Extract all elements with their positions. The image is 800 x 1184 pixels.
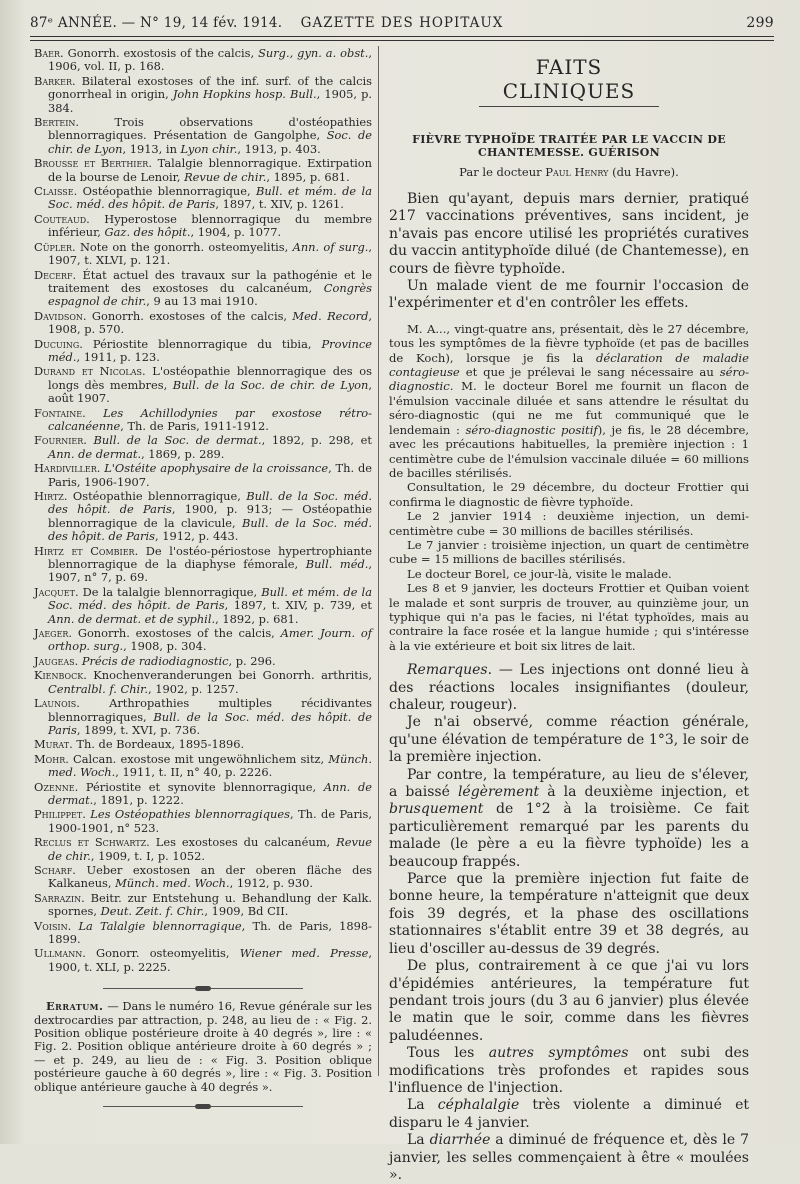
- author-name: Voisin.: [34, 918, 72, 933]
- journal-title: GAZETTE DES HOPITAUX: [300, 15, 504, 31]
- article-paragraph: [389, 714, 749, 766]
- text-run: , Th. de Paris, 1906-1907.: [48, 461, 373, 489]
- reference-entry: [34, 836, 372, 863]
- text-run: Bien qu'ayant, depuis mars dernier, pratiqué 217 vaccinations préventives, sans incident, je n'avais pas encore utilisé les propriétés curatives du vaccin antityphoïde dilué (de Chantemesse), en cours de fièvre typhoïde.: [389, 191, 749, 277]
- byline-author: Paul Henry: [545, 165, 609, 179]
- text-run: , 1900, t. XLI, p. 2225.: [48, 946, 372, 974]
- clinical-facts-column: [389, 55, 749, 1184]
- italic-text: La Talalgie blennorragique: [78, 918, 242, 933]
- author-name: Hirtz et Combier.: [34, 543, 139, 558]
- text-run: [87, 433, 94, 447]
- text-run: Beitr. zur Entstehung u. Behandlung der Kalk. spornes,: [48, 890, 372, 919]
- text-run: , 1907, t. XLVI, p. 121.: [48, 239, 372, 268]
- reference-entry: [34, 753, 372, 780]
- text-run: ont subi des modifications très profondes et rapides sous l'influence de l'injection.: [389, 1045, 750, 1096]
- reference-entry: [34, 75, 372, 115]
- erratum-text: — Dans le numéro 16, Revue générale sur les dextrocardies par attraction, p. 248, au lieu de : « Fig. 2. Position oblique postérieure droite à 40 degrés », lire : « Fig. 2. Position oblique antérieure droite à 60 degrés » ; — et p. 249, au lieu de : « Fig. 3. Position oblique postérieure gauche à 60 degrés », lire : « Fig. 3. Position oblique antérieure gauche à 40 degrés ».: [34, 999, 372, 1094]
- article-paragraph: [389, 509, 749, 538]
- reference-entry: [34, 808, 372, 835]
- text-run: très violente a diminué et disparu le 4 janvier.: [389, 1097, 749, 1131]
- text-run: , 1908, p. 304.: [123, 639, 207, 654]
- text-run: Ueber exostosen an der oberen fläche des Kalkaneus,: [48, 862, 372, 891]
- text-run: La: [407, 1132, 430, 1149]
- text-run: a diminué de fréquence et, dès le 7 janvier, les selles commençaient à être « moulées ».: [389, 1132, 750, 1183]
- italic-text: Wiener med. Presse: [239, 946, 369, 961]
- text-run: M. A..., vingt-quatre ans, présentait, dès le 27 décembre, tous les symptômes de la fièvre typhoïde (et pas de bacilles de Koch), lorsque je fis la: [389, 321, 749, 365]
- column-divider: [378, 46, 379, 1076]
- reference-entry: [34, 116, 372, 156]
- text-run: [86, 406, 103, 420]
- text-run: Gonorrh. exostosis of the calcis,: [63, 46, 259, 60]
- text-run: Je n'ai observé, comme réaction générale, qu'une élévation de température de 1°3, le soir de la première injection.: [389, 714, 749, 766]
- text-run: Th. de Bordeaux, 1895-1896.: [72, 737, 245, 752]
- reference-entry: [34, 655, 372, 668]
- reference-list: [34, 47, 372, 974]
- text-run: , 1891, p. 1222.: [93, 792, 184, 807]
- italic-text: Revue de chir.: [184, 169, 267, 184]
- text-run: Périostite et synovite blennorragique,: [78, 779, 324, 794]
- paragraph-gap: [389, 653, 749, 662]
- text-run: à la deuxième injection, et: [539, 784, 750, 801]
- article-paragraph: [389, 1097, 749, 1132]
- reference-entry: [34, 864, 372, 891]
- text-run: , 1908, p. 570.: [48, 308, 372, 337]
- reference-entry: [34, 185, 372, 212]
- text-run: Périostite blennorragique du tibia,: [82, 336, 322, 351]
- italic-text: Précis de radiodiagnostic: [81, 653, 229, 668]
- page-number: 299: [746, 15, 774, 31]
- byline-prefix: Par le docteur: [459, 165, 546, 179]
- italic-text: Bull. méd.: [305, 557, 369, 572]
- italic-text: Ann. de dermat.: [48, 779, 372, 807]
- reference-entry: [34, 738, 372, 751]
- author-name: Brousse et Berthier.: [34, 156, 152, 171]
- italic-text: Gaz. des hôpit.: [104, 225, 191, 240]
- text-run: , 1913, in: [122, 141, 181, 156]
- author-name: Decerf.: [34, 267, 77, 282]
- text-run: , 1912, p. 930.: [229, 876, 314, 891]
- italic-text: Münch. med. Woch.: [48, 751, 372, 780]
- byline-suffix: (du Havre).: [608, 165, 679, 179]
- text-run: Ostéopathie blennorragique,: [77, 184, 257, 199]
- italic-text: Bull. de la Soc. méd. des hôpit. de Paris: [48, 515, 372, 544]
- text-run: , Th. de Paris, 1900-1901, n° 523.: [48, 807, 373, 835]
- italic-text: Province méd.: [48, 336, 372, 364]
- text-run: La: [407, 1097, 438, 1114]
- article-paragraph: [389, 1132, 749, 1184]
- text-run: ), je fis, le 28 décembre, avec les précautions habituelles, la première injection : 1 centimètre cube de l'émulsion vaccinale diluée = 60 millions de bacilles stérilisés.: [389, 422, 750, 480]
- text-run: de 1°2 à la troisième. Ce fait particulièrement remarqué par les parents du malade (le père a eu la fièvre typhoïde) les a beaucoup frappés.: [389, 801, 749, 870]
- author-name: Scharf.: [34, 862, 76, 877]
- issue-info: 87ᵉ ANNÉE. — N° 19, 14 fév. 1914.: [30, 15, 283, 31]
- article-paragraph: [389, 538, 749, 567]
- text-run: De l'ostéo-périostose hypertrophiante blennorragique de la diaphyse fémorale,: [48, 543, 373, 572]
- text-run: , 1892, p. 681.: [215, 611, 299, 626]
- author-name: Davidson.: [34, 308, 87, 323]
- text-run: Tous les: [407, 1045, 489, 1062]
- author-name: Hirtz.: [34, 489, 68, 503]
- text-run: Calcan. exostose mit ungewöhnlichem sitz,: [68, 751, 329, 766]
- text-run: , p. 296.: [228, 653, 276, 668]
- author-name: Jacquet.: [34, 584, 79, 599]
- text-run: , 1869, p. 289.: [141, 446, 225, 461]
- text-run: Par contre, la température, au lieu de s'élever, a baissé: [389, 766, 749, 801]
- text-run: , 1909, Bd CII.: [204, 904, 289, 919]
- page-header: [30, 13, 774, 37]
- italic-text: Bull. et mém. de la Soc. méd. des hôpit. de Paris: [48, 584, 372, 613]
- author-name: Fournier.: [34, 433, 87, 448]
- text-run: , Th. de Paris, 1898-1899.: [48, 918, 373, 946]
- italic-text: Bull. de la Soc. méd. des hôpit. de Paris: [48, 709, 373, 737]
- text-run: Parce que la première injection fut faite de bonne heure, la température n'atteignit que deux fois 39 degrés, et la phase des oscillations stationnaires s'établit entre 39 et 38 degrés, au lieu d'osciller au-dessus de 39 degrés.: [389, 871, 749, 957]
- reference-entry: [34, 462, 372, 489]
- text-run: et que je prélevai le sang nécessaire au: [459, 365, 720, 380]
- article-body: [389, 191, 749, 1184]
- reference-entry: [34, 269, 372, 309]
- italic-text: Centralbl. f. Chir.: [48, 681, 148, 696]
- italic-text: Lyon chir.: [180, 141, 238, 156]
- text-run: Les exostoses du calcanéum,: [149, 835, 337, 850]
- author-name: Ozenne.: [34, 779, 79, 794]
- article-paragraph: [389, 662, 749, 714]
- reference-entry: [34, 697, 372, 737]
- text-run: Consultation, le 29 décembre, du docteur Frottier qui confirma le diagnostic de fièvre typhoïde.: [389, 480, 749, 509]
- italic-text: Les Ostéopathies blennorragiques: [90, 807, 290, 822]
- reference-entry: [34, 490, 372, 544]
- italic-text: autres symptômes: [488, 1045, 629, 1062]
- italic-text: Congrès espagnol de chir.: [48, 280, 372, 309]
- italic-text: Bull. de la Soc. de dermat.: [93, 433, 262, 448]
- text-run: , 1902, p. 1257.: [147, 681, 239, 696]
- text-run: Note on the gonorrh. osteomyelitis,: [75, 239, 293, 254]
- author-name: Mohr.: [34, 751, 69, 766]
- author-name: Jaeger.: [34, 626, 73, 641]
- text-run: , 1911, t. II, n° 40, p. 2226.: [115, 765, 273, 780]
- reference-entry: [34, 892, 372, 919]
- article-paragraph: [389, 567, 749, 581]
- article-paragraph: [389, 191, 749, 278]
- italic-text: Amer. Journ. of orthop. surg.: [48, 626, 372, 654]
- text-run: , 1899, t. XVI, p. 736.: [76, 722, 201, 737]
- italic-text: Les Achillodynies par exostose rétro-calcanéenne: [48, 405, 372, 433]
- text-run: Gonorrh. exostoses of the calcis,: [72, 626, 281, 641]
- italic-text: séro-diagnostic: [389, 365, 749, 394]
- author-name: Cüpler.: [34, 239, 76, 254]
- text-run: , 1904, p. 1077.: [190, 225, 282, 240]
- italic-text: céphalalgie: [437, 1097, 520, 1114]
- reference-entry: [34, 947, 372, 974]
- bibliography-column: [34, 47, 372, 1118]
- italic-text: Revue de chir.: [48, 835, 373, 863]
- text-run: Le 7 janvier : troisième injection, un quart de centimètre cube = 15 millions de bacilles stérilisés.: [389, 537, 749, 567]
- italic-text: Münch. med. Woch.: [115, 876, 230, 891]
- author-name: Philippet.: [34, 807, 86, 822]
- italic-text: Remarques: [407, 662, 488, 679]
- header-rule: [30, 36, 774, 37]
- reference-entry: [34, 365, 372, 405]
- erratum-notice: [34, 1000, 372, 1094]
- text-run: Arthropathies multiples récidivantes blennorragiques,: [48, 696, 372, 724]
- author-name: Ullmann.: [34, 946, 86, 961]
- reference-entry: [34, 434, 372, 461]
- reference-entry: [34, 338, 372, 365]
- reference-entry: [34, 47, 372, 74]
- italic-text: Bull. de la Soc. méd. des hôpit. de Paris: [48, 489, 372, 517]
- text-run: , 1897, t. XIV, p. 1261.: [215, 197, 344, 212]
- reference-entry: [34, 586, 372, 626]
- italic-text: Soc. de chir. de Lyon: [48, 128, 372, 156]
- text-run: , 1892, p. 298, et: [261, 433, 372, 448]
- author-name: Durand et Nicolas.: [34, 364, 146, 379]
- italic-text: Ann. of surg.: [292, 239, 369, 254]
- italic-text: Ann. de dermat. et de syphil.: [48, 611, 216, 626]
- text-run: Le docteur Borel, ce jour-là, visite le malade.: [407, 566, 672, 581]
- reference-entry: [34, 310, 372, 337]
- article-paragraph: [389, 767, 749, 871]
- author-name: Fontaine.: [34, 405, 86, 420]
- text-run: Talalgie blennorragique. Extirpation de la bourse de Lenoir,: [48, 156, 372, 184]
- text-run: L'ostéopathie blennorragique des os longs dès membres,: [48, 364, 372, 392]
- author-name: Kienbock.: [34, 668, 87, 683]
- reference-entry: [34, 241, 372, 268]
- section-separator-end: [103, 1106, 303, 1108]
- text-run: , 1909, t. I, p. 1052.: [90, 848, 206, 863]
- italic-text: diarrhée: [429, 1132, 491, 1149]
- author-name: Sarrazin.: [34, 890, 85, 905]
- header-rule-thin: [30, 40, 774, 41]
- reference-entry: [34, 627, 372, 654]
- text-run: , 1913, p. 403.: [237, 141, 321, 156]
- italic-text: Deut. Zeit. f. Chir.: [100, 904, 205, 919]
- text-run: De plus, contrairement à ce que j'ai vu lors d'épidémies antérieures, la température fut pendant trois jours (du 3 au 6 janvier) plus élevée le matin que le soir, comme dans les fièvres paludéennes.: [389, 958, 749, 1044]
- italic-text: déclaration de maladie contagieuse: [389, 350, 749, 380]
- author-name: Launois.: [34, 696, 80, 711]
- article-paragraph: [389, 322, 749, 480]
- author-name: Barker.: [34, 73, 76, 88]
- text-run: , 1905, p. 384.: [48, 87, 372, 115]
- author-name: Couteaud.: [34, 211, 90, 226]
- italic-text: Ann. de dermat.: [48, 446, 142, 461]
- text-run: , 1907, n° 7, p. 69.: [48, 557, 372, 585]
- text-run: Gonorr. osteomyelitis,: [85, 946, 240, 961]
- article-paragraph: [389, 480, 749, 509]
- article-byline: [389, 165, 749, 179]
- italic-text: L'Ostéite apophysaire de la croissance: [104, 461, 329, 476]
- text-run: Un malade vient de me fournir l'occasion de l'expérimenter et d'en contrôler les effets.: [389, 278, 749, 312]
- reference-entry: [34, 920, 372, 947]
- italic-text: Bull. et mém. de la Soc. méd. des hôpit. de Paris: [48, 184, 372, 212]
- italic-text: brusquement: [389, 801, 484, 818]
- text-run: , 9 au 13 mai 1910.: [146, 294, 258, 309]
- author-name: Murat.: [34, 737, 73, 752]
- text-run: , août 1907.: [48, 377, 372, 406]
- article-paragraph: [389, 1045, 749, 1097]
- reference-entry: [34, 407, 372, 434]
- text-run: Bilateral exostoses of the inf. surf. of the calcis gonorrheal in origin,: [48, 73, 372, 102]
- reference-entry: [34, 545, 372, 585]
- text-run: De la talalgie blennorragique,: [78, 584, 262, 599]
- text-run: . M. le docteur Borel me fournit un flacon de l'émulsion vaccinale diluée et sans attendre le résultat du séro-diagnostic (qui ne me fut communiqué que le lendemain :: [389, 379, 749, 437]
- italic-text: Surg., gyn. a. obst.: [258, 46, 369, 60]
- text-run: . — Les injections ont donné lieu à des réactions locales insignifiantes (douleur, chaleur, rougeur).: [389, 662, 749, 713]
- article-paragraph: [389, 581, 749, 653]
- text-run: , 1900, p. 913; — Ostéopathie blennorragique de la clavicule,: [48, 502, 372, 530]
- article-paragraph: [389, 278, 749, 313]
- text-run: Trois observations d'ostéopathies blennorragiques. Présentation de Gangolphe,: [48, 115, 372, 143]
- text-run: Hyperostose blennorragique du membre inférieur,: [48, 211, 372, 240]
- article-paragraph: [389, 871, 749, 958]
- erratum-label: Erratum.: [46, 999, 104, 1014]
- author-name: Bertein.: [34, 115, 80, 130]
- text-run: Knochenveranderungen bei Gonorrh. arthritis,: [86, 668, 372, 683]
- section-heading: FAITS CLINIQUES: [479, 55, 659, 107]
- text-run: , 1897, t. XIV, p. 739, et: [224, 598, 372, 613]
- author-name: Jaugeas.: [34, 653, 79, 668]
- text-run: , 1911, p. 123.: [76, 349, 160, 364]
- italic-text: Bull. de la Soc. de chir. de Lyon: [172, 377, 369, 392]
- author-name: Hardiviller.: [34, 461, 101, 476]
- reference-entry: [34, 213, 372, 240]
- author-name: Reclus et Schwartz.: [34, 835, 150, 850]
- section-separator: [103, 988, 303, 990]
- author-name: Ducuing.: [34, 336, 83, 351]
- reference-entry: [34, 157, 372, 184]
- text-run: , 1895, p. 681.: [266, 169, 350, 184]
- text-run: Les 8 et 9 janvier, les docteurs Frottier et Quiban voient le malade et sont surpris de trouver, au quinzième jour, un typhique qui n'a pas le facies, ni l'état typhoïdes, mais au contraire la face rosée et la langue humide ; qui s'intéresse à la vie extérieure et boit six litres de lait.: [389, 581, 749, 653]
- reference-entry: [34, 669, 372, 696]
- text-run: Ostéopathie blennorragique,: [67, 489, 247, 503]
- text-run: , 1906, vol. II, p. 168.: [48, 46, 372, 74]
- paragraph-gap: [389, 313, 749, 322]
- author-name: Claisse.: [34, 184, 78, 199]
- italic-text: Med. Record: [292, 308, 369, 323]
- italic-text: légèrement: [457, 784, 540, 801]
- article-title: FIÈVRE TYPHOÏDE TRAITÉE PAR LE VACCIN DE CHANTEMESSE. GUÉRISON: [412, 133, 726, 159]
- italic-text: séro-diagnostic positif: [465, 422, 598, 437]
- text-run: Le 2 janvier 1914 : deuxième injection, un demi-centimètre cube = 30 millions de bacilles stérilisés.: [389, 509, 749, 538]
- author-name: Baer.: [34, 46, 64, 60]
- text-run: État actuel des travaux sur la pathogénie et le traitement des exostoses du calcanéum,: [48, 267, 372, 295]
- text-run: , 1912, p. 443.: [154, 529, 239, 544]
- reference-entry: [34, 781, 372, 808]
- article-paragraph: [389, 958, 749, 1045]
- italic-text: John Hopkins hosp. Bull.: [172, 87, 317, 102]
- text-run: , Th. de Paris, 1911-1912.: [120, 418, 269, 433]
- text-run: Gonorrh. exostoses of the calcis,: [86, 308, 293, 323]
